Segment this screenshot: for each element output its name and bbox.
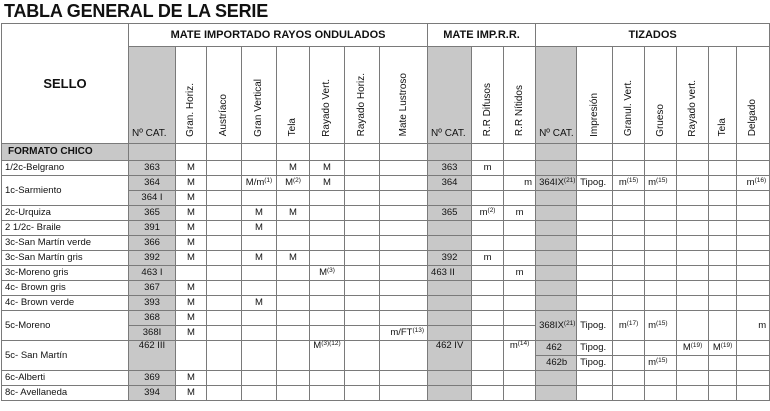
table-row: 462b Tipog. $m^{(15)}$ — [2, 356, 770, 371]
table-row: 1/2c-Belgrano 363 M M M 363 m — [2, 161, 770, 176]
table-row: 368I M m/FT$^{(13)}$ — [2, 326, 770, 341]
table-row: 8c- Avellaneda 394 M — [2, 386, 770, 401]
col-header-tela: Tela — [277, 47, 310, 144]
col-header-gran-vertical: Gran Vertical — [242, 47, 277, 144]
table-row: 3c-San Martín verde 366 M — [2, 236, 770, 251]
n-cat-header-rr: Nº CAT. — [428, 47, 472, 144]
col-header-mate-lustroso: Mate Lustroso — [380, 47, 428, 144]
col-header-delgado: Delgado — [737, 47, 770, 144]
table-row: 6c-Alberti 369 M — [2, 371, 770, 386]
table-row: 3c-Moreno gris 463 I $M^{(3)}$ 463 II m — [2, 266, 770, 281]
section-row — [2, 144, 770, 161]
group-mate-imp-rr: MATE IMP.R.R. — [428, 24, 536, 47]
page-title: TABLA GENERAL DE LA SERIE — [4, 1, 269, 21]
table-row: 5c- San Martín 462 III $M^{(3)(12)}$ 462 IV $m^{(14)}$ 462 Tipog. $M^{(19)}$ $M^{(19)}$ — [2, 341, 770, 356]
col-header-rayado-horiz: Rayado Horiz. — [345, 47, 380, 144]
col-header-tela-tiz: Tela — [709, 47, 737, 144]
col-header-granul-vert: Granul. Vert. — [613, 47, 645, 144]
col-header-austriaco: Austríaco — [207, 47, 242, 144]
table-row: 364 I M — [2, 191, 770, 206]
table-row: 2c-Urquiza 365 M M M 365 $m^{(2)}$ m — [2, 206, 770, 221]
table-row: 4c- Brown verde 393 M M — [2, 296, 770, 311]
col-header-rayado-vert: Rayado Vert. — [310, 47, 345, 144]
group-mate-importado: MATE IMPORTADO RAYOS ONDULADOS — [129, 24, 428, 47]
table-row: 4c- Brown gris 367 M — [2, 281, 770, 296]
n-cat-header-tizados: Nº CAT. — [536, 47, 577, 144]
series-table — [1, 23, 770, 401]
group-tizados: TIZADOS — [536, 24, 770, 47]
col-header-rr-nitidos: R.R Nítidos — [504, 47, 536, 144]
table-row: 1c-Sarmiento 364 M $M/m^{(1)}$ $M^{(2)}$ M 364 m 364IX$^{(21)}$ Tipog. $m^{(15)}$ $m^{(15)}$ $m^{(16)}$ — [2, 176, 770, 191]
col-header-grueso: Grueso — [645, 47, 677, 144]
col-header-rr-difusos: R.R Difusos — [472, 47, 504, 144]
col-header-rayado-vert-tiz: Rayado vert. — [677, 47, 709, 144]
section-label: FORMATO CHICO — [2, 144, 129, 161]
sello-header: SELLO — [2, 24, 129, 144]
col-header-gran-horiz: Gran. Horiz. — [176, 47, 207, 144]
table-row: 2 1/2c- Braile 391 M M — [2, 221, 770, 236]
col-header-impresion: Impresión — [577, 47, 613, 144]
table-row: 5c-Moreno 368 M 368IX$^{(21)}$ Tipog. $m^{(17)}$ $m^{(15)}$ m — [2, 311, 770, 326]
n-cat-header: Nº CAT. — [129, 47, 176, 144]
table-row: 3c-San Martín gris 392 M M M 392 m — [2, 251, 770, 266]
